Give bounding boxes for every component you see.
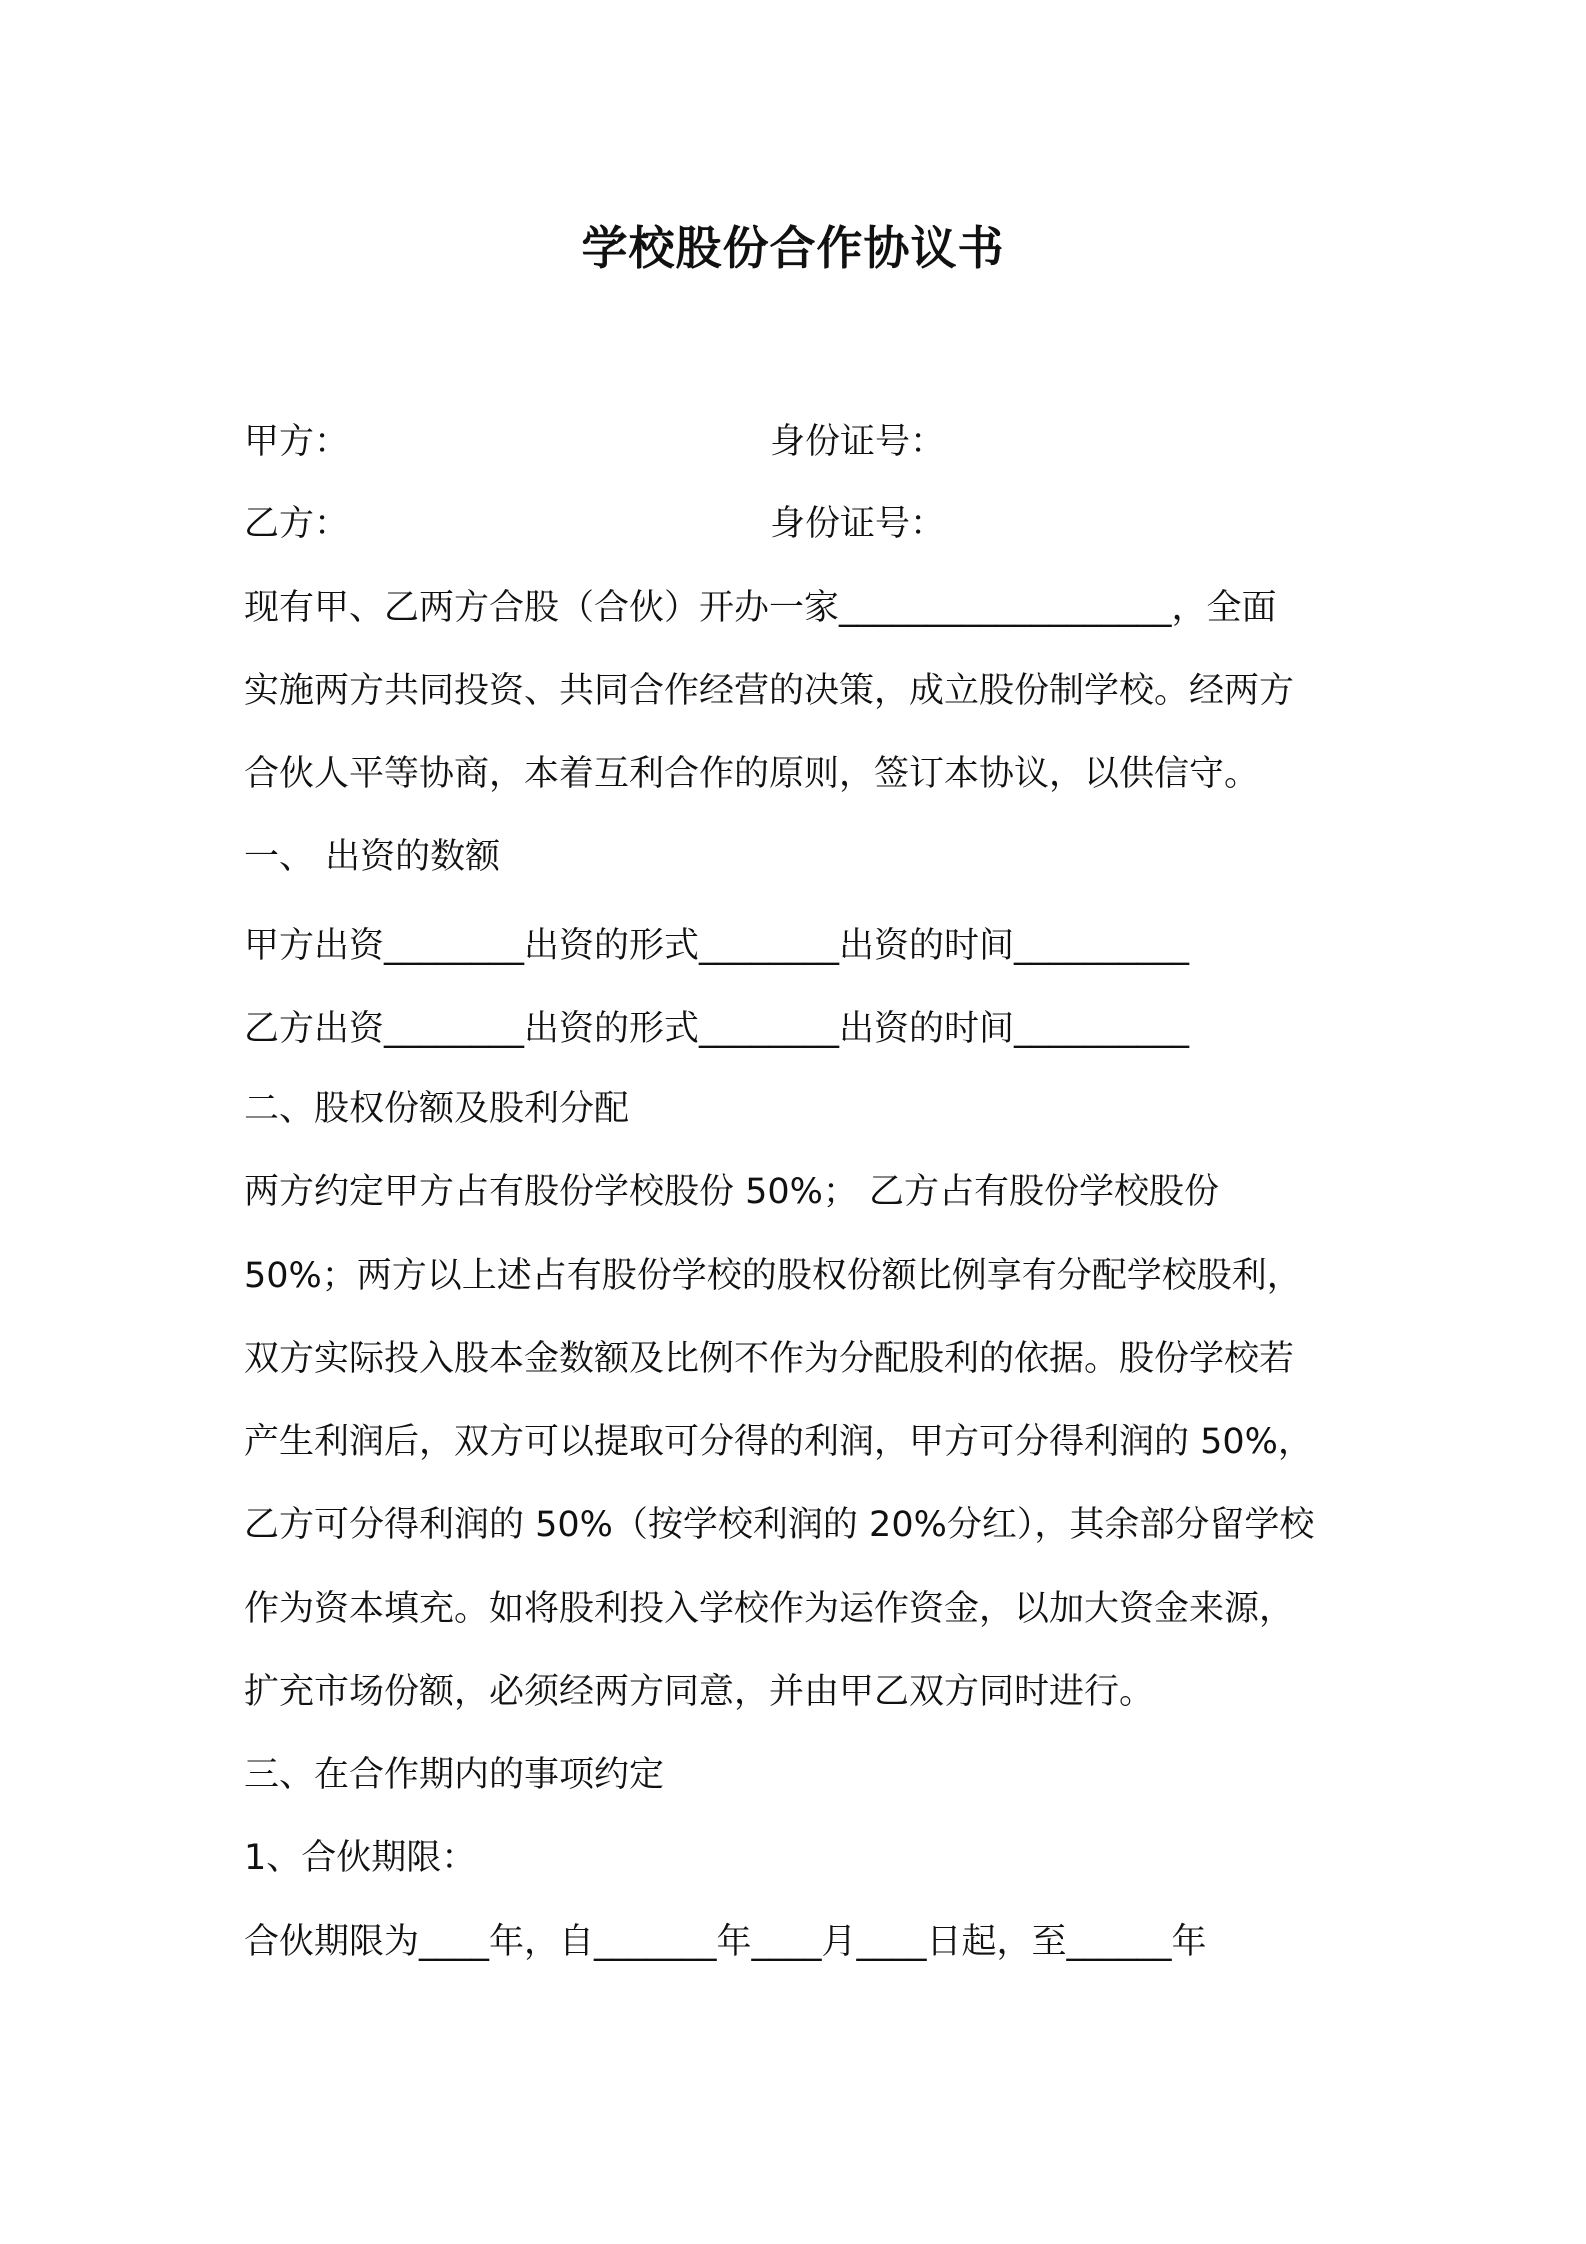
section-2-line-7: 扩充市场份额，必须经两方同意，并由甲乙双方同时进行。	[244, 1672, 1155, 1712]
party-a-id-label: 身份证号：	[770, 422, 946, 462]
party-b-label: 乙方：	[244, 504, 350, 544]
section-3-subheading-1: 1、合伙期限：	[244, 1838, 477, 1878]
section-2-line-2: 50%；两方以上述占有股份学校的股权份额比例享有分配学校股利，	[244, 1256, 1302, 1296]
section-1-line-1: 甲方出资________出资的形式________出资的时间__________	[244, 926, 1190, 966]
section-2-line-3: 双方实际投入股本金数额及比例不作为分配股利的依据。股份学校若	[244, 1339, 1295, 1379]
document-title: 学校股份合作协议书	[581, 221, 1005, 275]
section-2-heading: 二、股权份额及股利分配	[244, 1089, 630, 1129]
section-1-heading: 一、 出资的数额	[244, 837, 501, 877]
intro-line-2: 实施两方共同投资、共同合作经营的决策，成立股份制学校。经两方	[244, 671, 1295, 711]
section-2-line-5: 乙方可分得利润的 50%（按学校利润的 20%分红），其余部分留学校	[244, 1505, 1315, 1545]
intro-line-1: 现有甲、乙两方合股（合伙）开办一家___________________，全面	[244, 588, 1277, 628]
party-a-label: 甲方：	[244, 422, 350, 462]
section-2-line-4: 产生利润后，双方可以提取可分得的利润，甲方可分得利润的 50%，	[244, 1422, 1313, 1462]
party-b-id-label: 身份证号：	[770, 504, 946, 544]
section-3-line-1: 合伙期限为____年，自_______年____月____日起，至______年	[244, 1922, 1207, 1962]
section-2-line-1: 两方约定甲方占有股份学校股份 50%； 乙方占有股份学校股份	[244, 1172, 1220, 1212]
section-2-line-6: 作为资本填充。如将股利投入学校作为运作资金，以加大资金来源，	[244, 1589, 1295, 1629]
section-3-heading: 三、在合作期内的事项约定	[244, 1755, 665, 1795]
intro-line-3: 合伙人平等协商，本着互利合作的原则，签订本协议，以供信守。	[244, 754, 1260, 794]
section-1-line-2: 乙方出资________出资的形式________出资的时间__________	[244, 1009, 1190, 1049]
